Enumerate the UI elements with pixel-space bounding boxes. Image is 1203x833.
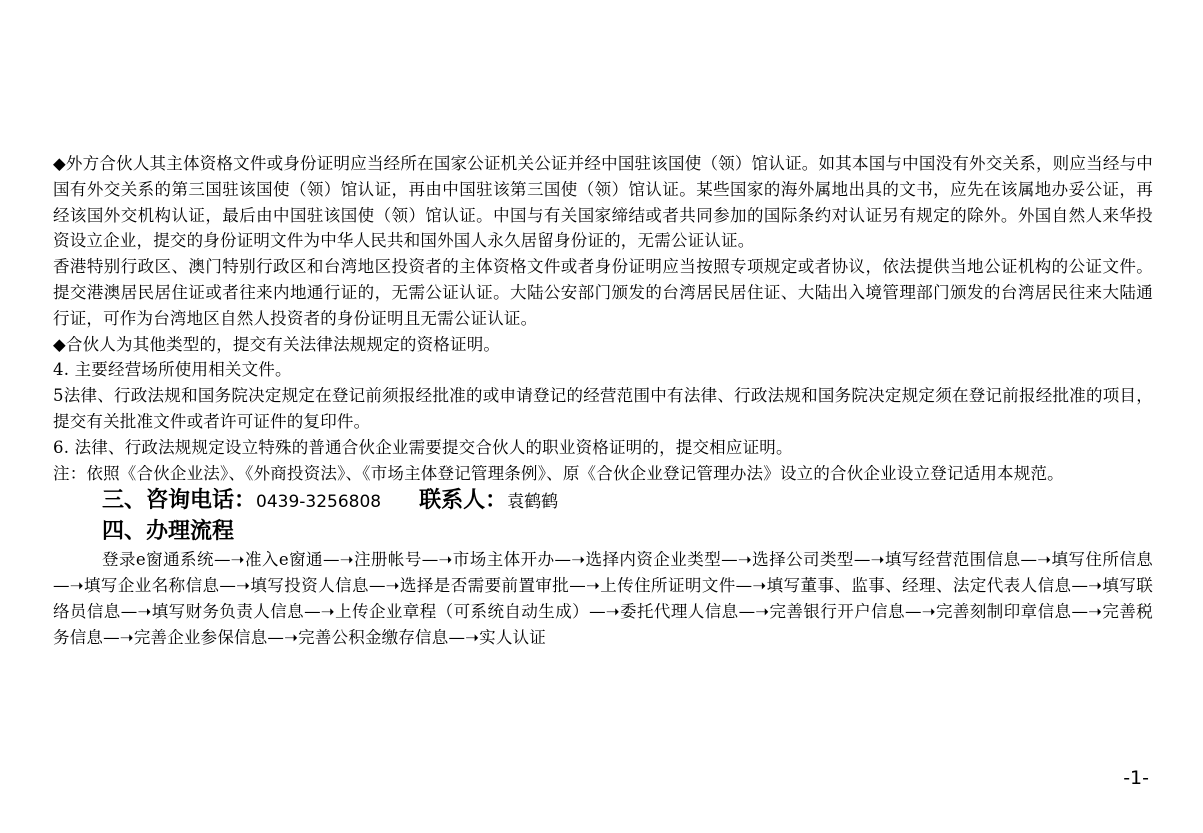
paragraph-item-6: 6. 法律、行政法规规定设立特殊的普通合伙企业需要提交合伙人的职业资格证明的，提交相应证明。 xyxy=(53,437,793,457)
consult-heading-label: 三、咨询电话： xyxy=(102,488,257,514)
document-body xyxy=(53,151,1153,651)
contact-name: 袁鹤鹤 xyxy=(507,492,559,513)
paragraph-hk-macao-taiwan: 香港特别行政区、澳门特别行政区和台湾地区投资者的主体资格文件或者身份证明应当按照专项规定或者协议，依法提供当地公证机构的公证文件。提交港澳居民居住证或者往来内地通行证的，无需公证认证。大陆公安部门颁发的台湾居民居住证、大陆出入境管理部门颁发的台湾居民往来大陆通行证，可作为台湾地区自然人投资者的身份证明且无需公证认证。 xyxy=(53,257,1153,328)
paragraph-note: 注：依照《合伙企业法》、《外商投资法》、《市场主体登记管理条例》、原《合伙企业登记管理办法》设立的合伙企业设立登记适用本规范。 xyxy=(53,463,1064,483)
process-heading: 四、办理流程 xyxy=(102,519,235,545)
paragraph-item-4: 4. 主要经营场所使用相关文件。 xyxy=(53,360,292,380)
contact-label: 联系人： xyxy=(419,488,508,514)
consult-phone: 0439-3256808 xyxy=(256,492,382,513)
paragraph-other-partner: ◆合伙人为其他类型的，提交有关法律法规规定的资格证明。 xyxy=(53,334,501,354)
consult-heading xyxy=(53,486,1153,517)
process-steps: 登录e窗通系统—➝准入e窗通—➝注册帐号—➝市场主体开办—➝选择内资企业类型—➝选择公司类型—➝填写经营范围信息—➝填写住所信息—➝填写企业名称信息—➝填写投资人信息—➝选择是否需要前置审批—➝上传住所证明文件—➝填写董事、监事、经理、法定代表人信息—➝填写联络员信息—➝填写财务负责人信息—➝上传企业章程（可系统自动生成）—➝委托代理人信息—➝完善银行开户信息—➝完善刻制印章信息—➝完善税务信息—➝完善企业参保信息—➝完善公积金缴存信息—➝实人认证 xyxy=(53,550,1153,647)
paragraph-item-5: 5法律、行政法规和国务院决定规定在登记前须报经批准的或申请登记的经营范围中有法律、行政法规和国务院决定规定须在登记前报经批准的项目，提交有关批准文件或者许可证件的复印件。 xyxy=(53,386,1153,431)
page-number: -1- xyxy=(1123,767,1149,789)
paragraph-foreign-partner: ◆外方合伙人其主体资格文件或身份证明应当经所在国家公证机关公证并经中国驻该国使（领）馆认证。如其本国与中国没有外交关系，则应当经与中国有外交关系的第三国驻该国使（领）馆认证，再由中国驻该第三国使（领）馆认证。某些国家的海外属地出具的文书，应先在该属地办妥公证，再经该国外交机构认证，最后由中国驻该国使（领）馆认证。中国与有关国家缔结或者共同参加的国际条约对认证另有规定的除外。外国自然人来华投资设立企业，提交的身份证明文件为中华人民共和国外国人永久居留身份证的，无需公证认证。 xyxy=(53,154,1153,251)
